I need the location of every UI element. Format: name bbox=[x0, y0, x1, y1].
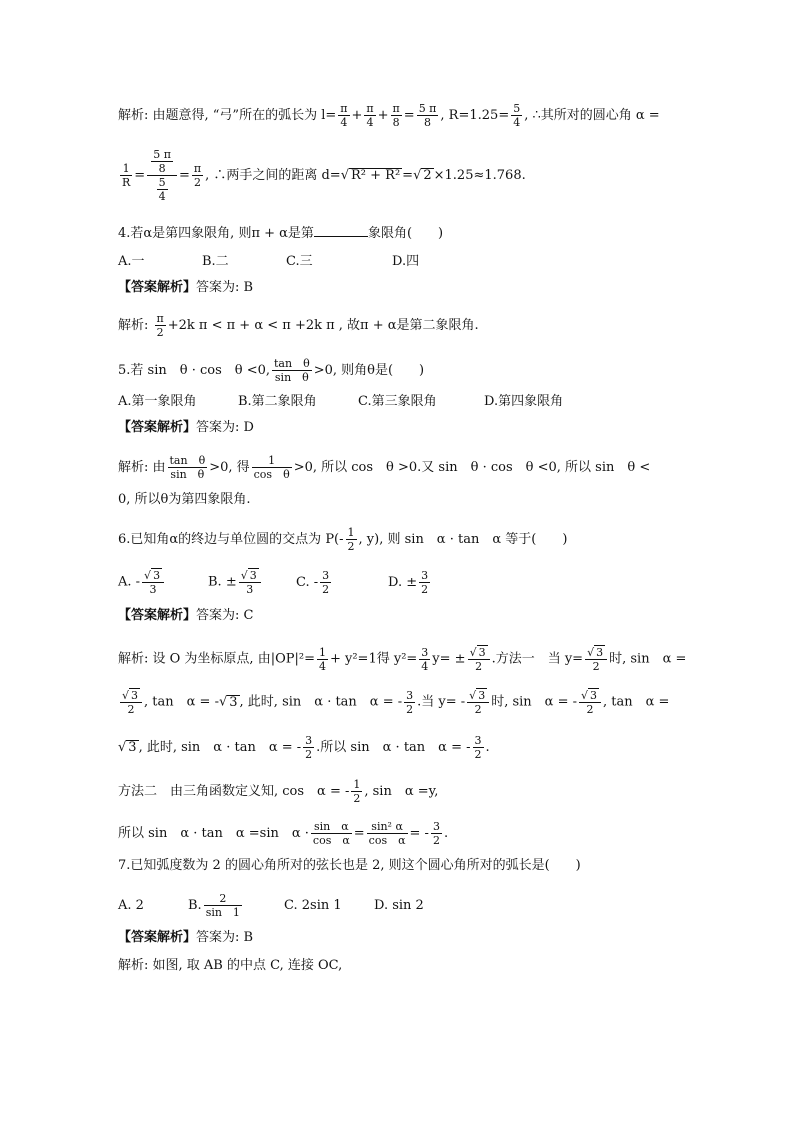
option-b: B.二 bbox=[202, 254, 229, 269]
answer-4: 【答案解析】答案为: B bbox=[118, 280, 254, 295]
solution-7: 解析: 如图, 取 AB 的中点 C, 连接 OC, bbox=[118, 958, 343, 973]
question-4-options bbox=[118, 252, 419, 273]
fraction: $\frac{\pi}{8}$ bbox=[392, 102, 400, 129]
fraction: $\frac{\text{tan θ}}{\text{sin θ}}$ bbox=[274, 357, 310, 384]
fraction: $\frac{\pi}{4}$ bbox=[366, 102, 374, 129]
solution-6-line-3: √ 3 , 此时, sin α · tan α = - $\frac{3}{2}$ .所以 sin α · tan α = - $\frac{3}{2}$ . bbox=[118, 734, 490, 761]
question-6: 6.已知角α的终边与单位圆的交点为 P(- $\frac{1}{2}$ , y), 则 sin α · tan α 等于( ) bbox=[118, 526, 568, 553]
solution-6-line-2: $\frac{√ 3}{2}$ , tan α = -√ 3 , 此时, sin α · tan α = - $\frac{3}{2}$ .当 y= - $\frac{√ 3}{2}$ 时, sin α = - $\frac{√ 3}{2}$ , tan α = bbox=[122, 688, 670, 716]
question-5-options bbox=[118, 392, 563, 413]
option-c: C.第三象限角 bbox=[358, 394, 437, 409]
fraction: $\frac{\pi}{4}$ bbox=[340, 102, 348, 129]
solution-5-line-1: 解析: 由 $\frac{\text{tan θ}}{\text{sin θ}}$ >0, 得 $\frac{1}{\text{cos θ}}$ >0, 所以 cos θ >0.又 sin θ · cos θ <0, 所以 sin θ < bbox=[118, 454, 651, 481]
question-7-options bbox=[118, 892, 424, 919]
option-d: D. ± $\frac{3}{2}$ bbox=[388, 568, 429, 596]
fraction: $\frac{1}{R}$ bbox=[122, 162, 131, 189]
question-5: 5.若 sin θ · cos θ <0, $\frac{\text{tan θ}}{\text{sin θ}}$ >0, 则角θ是( ) bbox=[118, 357, 425, 384]
solution-4: 解析: $\frac{\pi}{2}$ +2k π < π + α < π +2k π , 故π + α是第二象限角. bbox=[118, 312, 479, 339]
option-d: D.第四象限角 bbox=[484, 394, 564, 409]
solution-3-line-1: 解析: 由题意得, “弓”所在的弧长为 l= $\frac{\pi}{4}$ + $\frac{\pi}{4}$ + $\frac{\pi}{8}$ = $\frac{5 \pi}{8}$ , R=1.25= $\frac{5}{4}$ , ∴其所对的圆心角 α = bbox=[118, 102, 660, 129]
answer-5: 【答案解析】答案为: D bbox=[118, 420, 254, 435]
option-b: B.第二象限角 bbox=[238, 394, 317, 409]
option-a: A. 2 bbox=[118, 897, 144, 913]
option-c: C. 2sin 1 bbox=[284, 897, 342, 913]
option-b: B. $\frac{2}{\sin 1}$ bbox=[188, 892, 240, 919]
question-7: 7.已知弧度数为 2 的圆心角所对的弦长也是 2, 则这个圆心角所对的弧长是( ) bbox=[118, 858, 581, 873]
solution-6-line-1: 解析: 设 O 为坐标原点, 由|OP|²= $\frac{1}{4}$ + y²=1得 y²= $\frac{3}{4}$ y= ± $\frac{√ 3}{2}$ .方法一 当 y= $\frac{√ 3}{2}$ 时, sin α = bbox=[118, 645, 687, 673]
option-b: B. ± $\frac{√ 3}{3}$ bbox=[208, 568, 296, 596]
fraction: $\frac{5}{4}$ bbox=[513, 102, 521, 129]
answer-7: 【答案解析】答案为: B bbox=[118, 930, 254, 945]
option-a: A.第一象限角 bbox=[118, 394, 197, 409]
fraction: $\frac{\pi}{2}$ bbox=[156, 312, 164, 339]
fraction: $\frac{1}{2}$ bbox=[347, 526, 355, 553]
solution-3-line-2: $\frac{1}{R}$ = $\frac{\frac{5 \pi}{8}}{\frac{5}{4}}$ = $\frac{\pi}{2}$ , ∴两手之间的距离 d=√ R² + R² =√ 2 ×1.25≈1.768. bbox=[122, 148, 526, 203]
fraction: $\frac{\text{tan θ}}{\text{sin θ}}$ bbox=[169, 454, 206, 481]
solution-6-line-4: 方法二 由三角函数定义知, cos α = - $\frac{1}{2}$ , sin α =y, bbox=[118, 778, 439, 805]
question-4: 4.若α是第四象限角, 则π + α是第 象限角( ) bbox=[118, 226, 444, 241]
answer-6: 【答案解析】答案为: C bbox=[118, 608, 254, 623]
solution-6-line-5: 所以 sin α · tan α =sin α · $\frac{\text{sin α}}{\text{cos α}}$ = $\frac{\text{sin² α}}{\text{cos α}}$ = - $\frac{3}{2}$ . bbox=[118, 820, 449, 847]
option-c: C. - $\frac{3}{2}$ bbox=[296, 568, 330, 596]
solution-5-line-2: 0, 所以θ为第四象限角. bbox=[118, 492, 251, 507]
compound-fraction: $\frac{\frac{5 \pi}{8}}{\frac{5}{4}}$ bbox=[147, 148, 177, 203]
option-a: A.一 bbox=[118, 254, 145, 269]
option-a: A. - $\frac{√ 3}{3}$ bbox=[118, 568, 208, 596]
option-d: D.四 bbox=[392, 254, 420, 269]
answer-blank bbox=[314, 224, 368, 237]
fraction: $\frac{\pi}{2}$ bbox=[193, 162, 202, 189]
option-c: C.三 bbox=[286, 254, 313, 269]
option-d: D. sin 2 bbox=[374, 897, 424, 913]
question-6-options bbox=[118, 568, 432, 596]
fraction: $\frac{5 \pi}{8}$ bbox=[418, 102, 437, 129]
fraction: $\frac{1}{\text{cos θ}}$ bbox=[253, 454, 290, 481]
